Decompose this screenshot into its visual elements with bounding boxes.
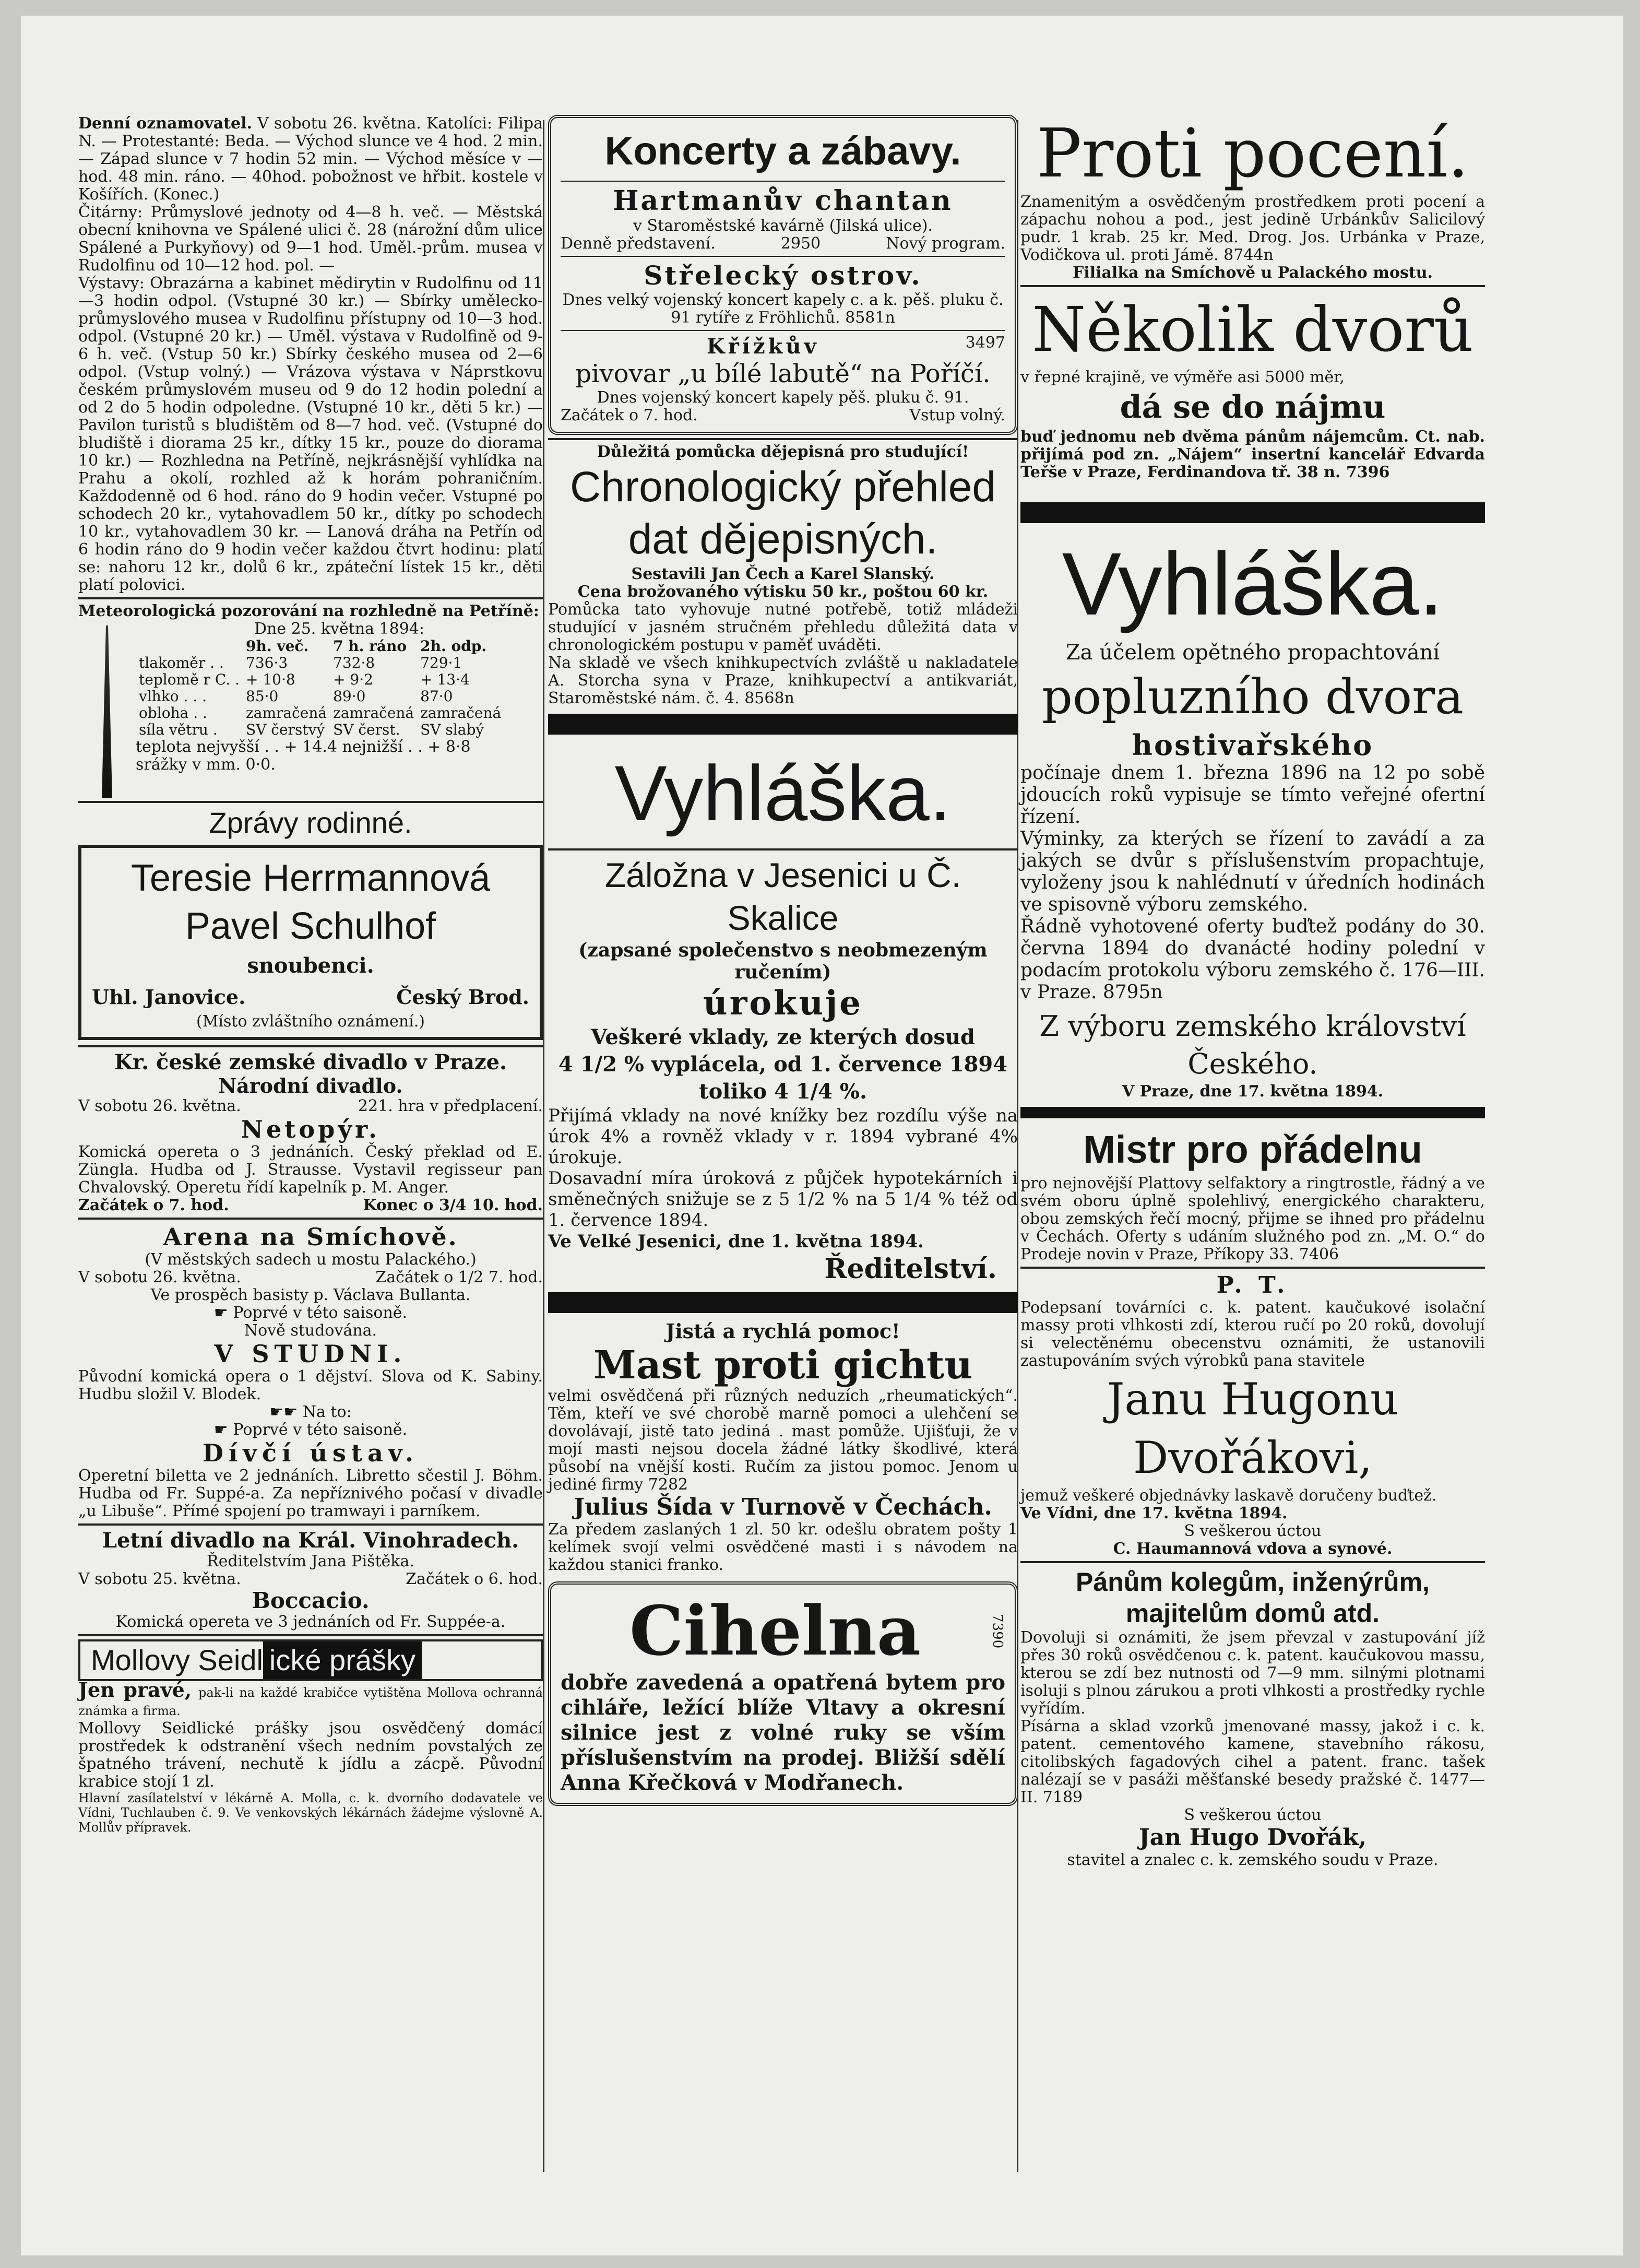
divci-text: Operetní biletta ve 2 jednáních. Libretto sčestil J. Böhm. Hudba od Fr. Suppé-a. Za nepříznivého počasí v divadle „u Libuše“. Přímé spojení po tramwayi i parníkem. xyxy=(78,1467,543,1520)
proti-poceni-title: Proti pocení. xyxy=(1037,115,1469,193)
jen-prave: Jen pravé, pak-li na každé krabičce vytištěna Mollova ochranná známka a firma. xyxy=(78,1678,543,1718)
arena-prospech: Ve prospěch basisty p. Václava Bullanta. xyxy=(150,1286,471,1304)
krizkuv-num: 3497 xyxy=(965,334,1005,352)
strelecky-title: Střelecký ostrov. xyxy=(644,260,922,291)
pointing-hand-icon: ☛☛ xyxy=(269,1403,298,1421)
divadlo-title: Kr. české zemské divadlo v Praze. xyxy=(114,1050,507,1074)
newspaper-page xyxy=(21,16,1623,2255)
mollovy-banner xyxy=(78,1639,543,1681)
vyhl-text-3: Řádně vyhotovené oferty buďtež podány do 30. června 1894 do dvanácté hodiny polední v podacím protokolu výboru zemského č. 176—III. v Praze. 8795n xyxy=(1020,916,1485,1003)
meteo-row: obloha . . zamračená zamračená zamračená xyxy=(139,704,502,722)
studni-text: Původní komická opera o 1 dějství. Slova od K. Sabiny. Hudbu složil V. Blodek. xyxy=(78,1367,543,1403)
mistr-title: Mistr pro přádelnu xyxy=(1083,1128,1422,1171)
pointing-hand-icon: ☛ xyxy=(213,1421,228,1439)
dvoru-najem: dá se do nájmu xyxy=(1120,389,1386,426)
mollovy-banner-right: ické prášky xyxy=(263,1641,422,1679)
chrono-price: Cena brožovaného výtisku 50 kr., poštou 60 kr. xyxy=(577,583,989,601)
mollovy-text: Mollovy Seidlické prášky jsou osvědčený domácí prostředek k odstranění všech nedním povstalých ze špatného trávení, nechutě k jídlu a zácpě. Původní krabice stojí 1 zl. xyxy=(78,1719,543,1791)
chrono-title-2: dat dějepisných. xyxy=(628,515,938,563)
zpravy-rodinne: Zprávy rodinné. xyxy=(209,806,412,839)
jan-hugo-title: Janu Hugonu Dvořákovi, xyxy=(1107,1374,1399,1483)
meteo-extra: teplota nejvyšší . . + 14.4 nejnižší . . + 8·8 xyxy=(136,738,471,756)
mollovy-foot: Hlavní zasílatelství v lékárně A. Molla, c. k. dvorního dodavatele ve Vídni, Tuchlauben č. 9. Ve venkovských lékárnách žádejme výslovně A. Mollův přípravek. xyxy=(78,1791,543,1835)
netopyr-text: Komická opereta o 3 jednáních. Český překlad od E. Züngla. Hudba od J. Strausse. Vystavil regisseur pan Chvalovský. Operetu řídí kapelník p. M. Anger. xyxy=(78,1143,543,1197)
black-bar xyxy=(548,714,1018,735)
arena-title: Arena na Smíchově. xyxy=(163,1223,458,1251)
divider xyxy=(78,1045,543,1047)
vyhl-text-2: Výminky, za kterých se řízení to zavádí a za jakých se dvůr s příslušenstvím propachtuje, vyloženy jsou k nahlédnutí v úředních hodinách ve spisovně výboru zemského. xyxy=(1020,828,1485,915)
studni-title: V STUDNI. xyxy=(214,1340,407,1368)
zalozna-text-2: Dosavadní míra úroková z půjček hypotekárních i směnečných snižuje se z 5 1/2 % na 5 1/4 % též od 1. července 1894. xyxy=(548,1168,1018,1231)
arena-date-row: V sobotu 26. května. Začátek o 1/2 7. hod. xyxy=(78,1268,543,1286)
black-bar xyxy=(1020,502,1485,523)
meteo-block xyxy=(78,620,543,798)
vklady-2: 4 1/2 % vyplácela, od 1. července 1894 xyxy=(558,1052,1008,1077)
place-2: Český Brod. xyxy=(396,985,529,1009)
meteo-date: Dne 25. května 1894: xyxy=(254,620,425,638)
vyhlaska-title-2: Vyhláška. xyxy=(1062,535,1444,634)
chrono-sklad: Na skladě ve všech knihkupectvích zvláště u nakladatele A. Storcha syna v Praze, knihkupectví a antikvariát, Staroměstské nám. č. 4. 8568n xyxy=(548,654,1018,707)
petrin-tower-image xyxy=(78,620,136,798)
pivovar-title: pivovar „u bílé labutě“ na Poříčí. xyxy=(575,359,991,388)
cihelna-title: Cihelna xyxy=(629,1591,921,1671)
divider xyxy=(561,181,1005,182)
proti-filialka: Filialka na Smíchově u Palackého mostu. xyxy=(1073,264,1433,282)
urokuje: úrokuje xyxy=(703,984,863,1023)
pivovar-text: Dnes vojenský koncert kapely pěš. pluku č. 91. xyxy=(597,388,969,407)
koncerty-title: Koncerty a zábavy. xyxy=(604,129,961,173)
dvoru-text: v řepné krajině, ve výměře asi 5000 měr, xyxy=(1020,368,1345,386)
chrono-lead: Důležitá pomůcka dějepisná pro studující! xyxy=(597,443,969,461)
engaged-name-1: Teresie Herrmannová xyxy=(130,857,491,899)
vyboru-zemskeho: Z výboru zemského království Českého. xyxy=(1039,1010,1466,1080)
vyhl-text: počínaje dnem 1. března 1896 na 12 po sobě jdoucích roků vypisuje se tímto veřejné ofertní řízení. xyxy=(1020,762,1485,828)
divider xyxy=(548,438,1018,440)
vklady-1: Veškeré vklady, ze kterých dosud xyxy=(591,1025,975,1049)
mast-firm: Julius Šída v Turnově v Čechách. xyxy=(574,1494,992,1520)
nove-studovana: Nově studována. xyxy=(244,1321,377,1340)
hartmann-sub: v Staroměstské kavárně (Jilská ulice). xyxy=(633,217,933,235)
hartmann-row: Denně představení. 2950 Nový program. xyxy=(561,234,1005,253)
divci-title: Dívčí ústav. xyxy=(202,1439,419,1467)
pt-text: Podepsaní továrníci c. k. patent. kaučukové isolační massy proti vlhkosti zdí, kterou ručí po 20 roků, dovolují si velectěnému obecenstvu oznámiti, že ustanovili zastupováním svých výrobků pana stavitele xyxy=(1020,1298,1485,1370)
vyhlaska-title: Vyhláška. xyxy=(614,749,952,837)
zalozna-sub: (zapsané společenstvo s neobmezeným ručením) xyxy=(578,939,988,983)
panum-text: Dovoluji si oznámiti, že jsem převzal v zastupování jíž přes 30 roků osvědčenou c. k. patent. kaučukovou massu, kterou se zdí bez nutnosti od 7—9 mm. silnými plotnami isoluji s plnou zárukou a proti vlhkosti a prostředky rychle vyřídím. xyxy=(1020,1628,1485,1718)
pivovar-row: Začátek o 7. hod. Vstup volný. xyxy=(561,406,1005,424)
meteo-table xyxy=(136,638,504,738)
place-1: Uhl. Janovice. xyxy=(92,985,246,1009)
engaged-note: (Místo zvláštního oznámení.) xyxy=(196,1012,425,1031)
column-2 xyxy=(548,115,1018,1806)
krizkuv-title: Křížkův xyxy=(706,334,819,359)
meteo-header-row: 9h. več. 7 h. ráno 2h. odp. xyxy=(246,637,487,655)
reditelstvi: Ředitelství. xyxy=(824,1253,997,1285)
meteo-row: síla větru . SV čerstvý SV čerst. SV slabý xyxy=(139,721,484,738)
engagement-notice xyxy=(78,845,543,1040)
panum-sign-2: stavitel a znalec c. k. zemského soudu v Praze. xyxy=(1067,1851,1439,1869)
panum-sign: Jan Hugo Dvořák, xyxy=(1138,1824,1367,1851)
krizkuv-row xyxy=(561,334,1005,359)
popluzniho-dvora: popluzního dvora xyxy=(1042,669,1464,725)
jan-text: jemuž veškeré objednávky laskavě doručeny buďtež. xyxy=(1020,1486,1437,1505)
dvoru-title: Několik dvorů xyxy=(1032,293,1473,365)
panum-title: Pánům kolegům, inženýrům, majitelům domů atd. xyxy=(1076,1567,1430,1628)
cihelna-text: dobře zavedená a opatřená bytem pro cihláře, ležící blíže Vltavy a okresní silnice jest z volné ruky se vším příslušenstvím na prodej. Bližší sdělí Anna Křečková v Modřanech. xyxy=(561,1670,1005,1795)
divider xyxy=(548,848,1018,851)
divider xyxy=(1020,285,1485,287)
zalozna-title: Záložna v Jesenici u Č. Skalice xyxy=(604,856,961,937)
column-1 xyxy=(78,115,543,1835)
hartmann-title: Hartmanův chantan xyxy=(613,185,953,217)
divider xyxy=(78,1634,543,1636)
divider xyxy=(78,1218,543,1220)
strelecky-text: Dnes velký vojenský koncert kapely c. a k. pěš. pluku č. 91 rytíře z Fröhlichů. 8581n xyxy=(562,291,1004,327)
black-bar xyxy=(548,1292,1018,1313)
citarny-text: Čitárny: Průmyslové jednoty od 4—8 h. več. — Městská obecní knihovna ve Spálené ulici č. 28 (nárožní dům ulice Spálené a Purkyňovy) od 9—1 hod. Uměl.-prům. musea v Rudolfinu od 10—12 hod. pol. — xyxy=(78,203,543,275)
netopyr-title: Netopýr. xyxy=(241,1115,381,1143)
meteo-srazky: srážky v mm. 0·0. xyxy=(136,755,276,774)
dvoru-text-2: buď jednomu neb dvěma pánům nájemcům. Ct. nab. přijímá pod zn. „Nájem“ insertní kancelář Edvarda Teřše v Praze, Ferdinandova tř. 38 n. 7396 xyxy=(1020,428,1485,481)
vyhl-date: V Praze, dne 17. května 1894. xyxy=(1122,1082,1384,1101)
letni-date-row: V sobotu 25. května. Začátek o 6. hod. xyxy=(78,1570,543,1588)
pt-title: P. T. xyxy=(1216,1272,1289,1298)
divider xyxy=(561,256,1005,257)
meteo-row: tlakoměr . . 736·3 732·8 729·1 xyxy=(139,654,462,671)
mast-text: velmi osvědčená při různých neduzích „rheumatických“. Těm, kteří ve své chorobě marně pomoci a ulehčení se dovolávají, jistě tato jediná . mast pomůže. Ujišťuji, že v mojí masti nejsou docela žádné látky škodlivé, která působí na vnější kosti. Ručím za jistou pomoc. Jenom u jediné firmy 7282 xyxy=(548,1387,1018,1494)
panum-text-2: Písárna a sklad vzorků jmenované massy, jakož i c. k. patent. cementového kamene, stavebního rákosu, citolibských fagadových cihel a patent. franc. tašek nalézají se v pasáži měšťanské besedy pražské č. 1477—II. 7189 xyxy=(1020,1717,1485,1806)
vklady-3: toliko 4 1/4 %. xyxy=(699,1079,867,1104)
meteo-row: vlhko . . . 85·0 89·0 87·0 xyxy=(139,688,453,705)
divadlo-sub: Národní divadlo. xyxy=(218,1074,403,1097)
black-bar xyxy=(1020,1107,1485,1118)
boccacio-title: Boccacio. xyxy=(252,1588,370,1613)
letni-title: Letní divadlo na Král. Vinohradech. xyxy=(102,1528,519,1553)
na-to: ☛☛ Na to: xyxy=(269,1403,352,1421)
jan-place: Ve Vídni, dne 17. května 1894. xyxy=(1020,1504,1288,1522)
divider xyxy=(78,1523,543,1526)
mistr-text: pro nejnovější Plattovy selfaktory a ringtrostle, řádný a ve svém oboru úplně spolehlivý, energického charakteru, obou zemských řečí mocný, přijme se ihned pro přádelnu v Čechách. Oferty s udáním služného pod zn. „M. O.“ do Prodeje novin v Praze, Příkopy 33. 7406 xyxy=(1020,1174,1485,1263)
poprve-1: ☛ Poprvé v této saisoně. xyxy=(213,1304,408,1322)
cihelna-box xyxy=(548,1581,1018,1806)
zalozna-text: Přijímá vklady na nové knížky bez rozdílu výše na úrok 4% a rovněž vklady v r. 1894 vybrané 4% úrokuje. xyxy=(548,1105,1018,1168)
jan-firm: C. Haumannová vdova a synové. xyxy=(1113,1540,1393,1558)
meteo-row: teplomě r C. . + 10·8 + 9·2 + 13·4 xyxy=(139,671,470,688)
panum-ucta: S veškerou úctou xyxy=(1184,1806,1322,1824)
mast-title: Mast proti gichtu xyxy=(593,1343,973,1388)
denni-oznamovatel: Denní oznamovatel. V sobotu 26. května. Katolíci: Filipa N. — Protestanté: Beda. — Východ slunce ve 4 hod. 2 min. — Západ slunce v 7 hodin 52 min. — Východ měsíce v — hod. 48 min. ráno. — 40hod. pobožnost ve hřbit. kostele v Košířích. (Konec.) xyxy=(78,114,543,204)
mast-foot: Za předem zaslaných 1 zl. 50 kr. odešlu obratem pošty 1 kelímek svojí velmi osvědčené masti i s návodem na každou stanici franko. xyxy=(548,1520,1018,1574)
cihelna-head xyxy=(561,1592,1005,1670)
column-3 xyxy=(1020,115,1485,1869)
engaged-name-2: Pavel Schulhof xyxy=(185,905,436,947)
divider xyxy=(561,330,1005,331)
za-ucelem: Za účelem opětného propachtování xyxy=(1065,641,1440,665)
koncerty-box xyxy=(548,115,1018,435)
divider xyxy=(78,597,543,599)
arena-sub: (V městských sadech u mostu Palackého.) xyxy=(145,1250,477,1269)
vystavy-text: Výstavy: Obrazárna a kabinet mědirytin v Rudolfinu od 11—3 hodin odpol. (Vstupné 30 kr.) — Sbírky umělecko-průmyslového musea v Rudolfinu přístupny od 10—3 hod. odpol. (Vstupné 20 kr.) — Uměl. výstava v Rudolfině od 9-6 h. več. (Vstup 50 kr.) Sbírky českého musea od 2—6 odpol. (Vstup volný.) — Vrázova výstava v Náprstkovu českém průmyslovém museu od 9 do 12 hodin polední a od 2 do 5 hodin odpoledne. (Vstupné 10 kr., děti 5 kr.) — Pavilon turistů s bludištěm od 8—7 hod. več. (Vstupné do bludiště i diorama 25 kr., dítky 15 kr., pouze do diorama 10 kr.) — Rozhledna na Petříně, nejkrásnější vyhlídka na Prahu a okolí, rozhled až k horám pohraničním. Každodenně od 6 hod. ráno do 9 hodin večer. Vstupné po schodech 20 kr., vytahovadlem 50 kr., dítky po schodech 10 kr., vytahovadlem 30 kr. — Lanová dráha na Petřín od 6 hodin ráno do 9 hodin večer každou čtvrt hodinu: platí se: nahoru 12 kr., dolů 6 kr., zpáteční lístek 15 kr., děti platí polovici. xyxy=(78,274,543,594)
mollovy-banner-left: Mollovy Seidl xyxy=(91,1644,263,1676)
mast-lead: Jistá a rychlá pomoc! xyxy=(665,1319,900,1343)
meteo-title: Meteorologická pozorování na rozhledně na Petříně: xyxy=(78,602,539,620)
hostivarskeho: hostivařského xyxy=(1132,728,1374,762)
divider xyxy=(1020,1561,1485,1563)
poprve-2: ☛ Poprvé v této saisoně. xyxy=(213,1421,408,1439)
proti-text: Znamenitým a osvědčeným prostředkem proti pocení a zápachu nohou a pod., jest jedině Urbánkův Salicilový pudr. 1 krab. 25 kr. Med. Drog. Jos. Urbánka v Praze, Vodičkova ul. proti Jámě. 8744n xyxy=(1020,193,1485,264)
engaged-word: snoubenci. xyxy=(247,953,374,978)
chrono-title-1: Chronologický přehled xyxy=(570,463,996,511)
jan-ucta: S veškerou úctou xyxy=(1184,1522,1322,1540)
engaged-places xyxy=(92,982,529,1013)
divadlo-date-row: V sobotu 26. května. 221. hra v předplacení. xyxy=(78,1097,543,1115)
cihelna-num: 7390 xyxy=(990,1613,1005,1649)
chrono-authors: Sestavili Jan Čech a Karel Slanský. xyxy=(631,565,935,583)
letni-sub: Ředitelstvím Jana Pištěka. xyxy=(207,1552,414,1570)
netopyr-times: Začátek o 7. hod. Konec o 3/4 10. hod. xyxy=(78,1196,543,1214)
boccacio-text: Komická opereta ve 3 jednáních od Fr. Suppée-a. xyxy=(115,1613,506,1631)
pointing-hand-icon: ☛ xyxy=(213,1304,228,1322)
chrono-text: Pomůcka tato vyhovuje nutné potřebě, totiž mládeži studující v jasném stručném přehledu důležitá data v chronologickém postupu v paměť uváděti. xyxy=(548,600,1018,654)
divider xyxy=(1020,1267,1485,1269)
zalozna-place: Ve Velké Jesenici, dne 1. května 1894. xyxy=(548,1231,924,1252)
divider xyxy=(78,801,543,803)
column-divider-1 xyxy=(543,120,544,2172)
